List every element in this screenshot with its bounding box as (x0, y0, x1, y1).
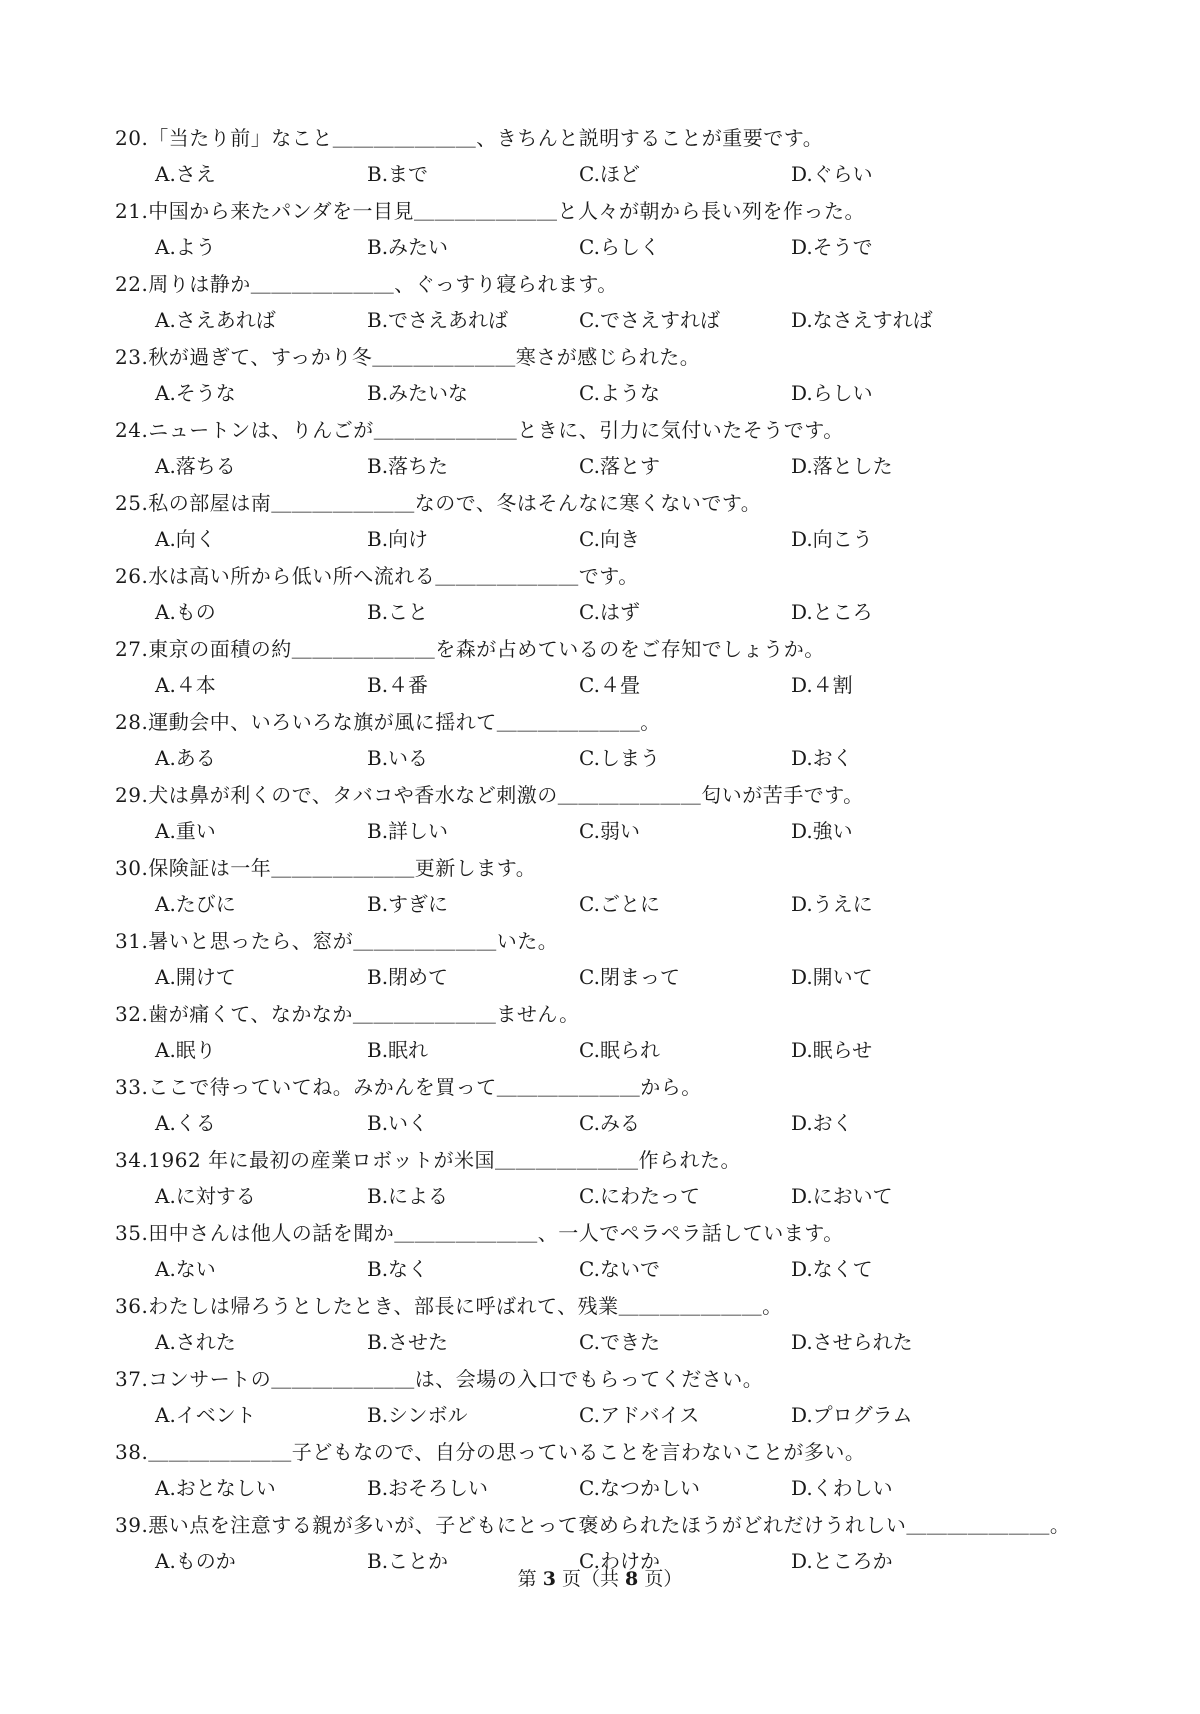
option-a: A.４本 (155, 673, 216, 697)
question-list (115, 120, 1115, 1580)
option-d: D.らしい (791, 381, 873, 405)
option-b: B.ことか (367, 1549, 449, 1573)
option-a: A.イベント (155, 1403, 256, 1427)
option-row (115, 521, 1115, 558)
question (115, 777, 1115, 850)
footer-prefix: 第 (517, 1568, 537, 1590)
option-c: C.でさえすれば (579, 308, 720, 332)
question-text: 28.運動会中、いろいろな旗が風に揺れて＿＿＿＿＿＿＿。 (115, 710, 661, 734)
option-b: B.向け (367, 527, 429, 551)
option-b: B.による (367, 1184, 449, 1208)
option-a: A.開けて (155, 965, 236, 989)
option-c: C.眠られ (579, 1038, 660, 1062)
option-row (115, 1105, 1115, 1142)
option-d: D.４割 (791, 673, 853, 697)
question-text: 27.東京の面積の約＿＿＿＿＿＿＿を森が占めているのをご存知でしょうか。 (115, 637, 825, 661)
option-row (115, 1470, 1115, 1507)
option-a: A.重い (155, 819, 216, 843)
question (115, 1288, 1115, 1361)
option-a: A.眠り (155, 1038, 216, 1062)
option-row (115, 594, 1115, 631)
option-b: B.させた (367, 1330, 449, 1354)
option-a: A.さえ (155, 162, 216, 186)
option-a: A.ある (155, 746, 216, 770)
question (115, 1069, 1115, 1142)
question-text: 23.秋が過ぎて、すっかり冬＿＿＿＿＿＿＿寒さが感じられた。 (115, 345, 701, 369)
option-a: A.おとなしい (155, 1476, 276, 1500)
question (115, 1361, 1115, 1434)
question (115, 266, 1115, 339)
option-a: A.に対する (155, 1184, 256, 1208)
option-b: B.すぎに (367, 892, 449, 916)
option-a: A.ない (155, 1257, 216, 1281)
question-text: 36.わたしは帰ろうとしたとき、部長に呼ばれて、残業＿＿＿＿＿＿＿。 (115, 1294, 783, 1318)
option-c: C.向き (579, 527, 640, 551)
question (115, 193, 1115, 266)
option-b: B.詳しい (367, 819, 449, 843)
option-a: A.たびに (155, 892, 236, 916)
option-row (115, 959, 1115, 996)
option-c: C.アドバイス (579, 1403, 700, 1427)
question (115, 120, 1115, 193)
option-row (115, 156, 1115, 193)
page-footer (0, 1564, 1200, 1594)
option-a: A.落ちる (155, 454, 236, 478)
option-row (115, 1178, 1115, 1215)
question-text: 30.保険証は一年＿＿＿＿＿＿＿更新します。 (115, 856, 537, 880)
option-d: D.うえに (791, 892, 873, 916)
option-c: C.４畳 (579, 673, 640, 697)
question-text: 35.田中さんは他人の話を聞か＿＿＿＿＿＿＿、一人でペラペラ話しています。 (115, 1221, 844, 1245)
question (115, 485, 1115, 558)
question-text: 38.＿＿＿＿＿＿＿子どもなので、自分の思っていることを言わないことが多い。 (115, 1440, 866, 1464)
option-d: D.開いて (791, 965, 873, 989)
option-c: C.しまう (579, 746, 660, 770)
option-b: B.眠れ (367, 1038, 429, 1062)
option-c: C.落とす (579, 454, 660, 478)
question (115, 412, 1115, 485)
option-d: D.において (791, 1184, 893, 1208)
option-b: B.なく (367, 1257, 429, 1281)
option-c: C.ごとに (579, 892, 660, 916)
option-d: D.強い (791, 819, 853, 843)
question-text: 31.暑いと思ったら、窓が＿＿＿＿＿＿＿いた。 (115, 929, 559, 953)
question (115, 850, 1115, 923)
question-text: 24.ニュートンは、りんごが＿＿＿＿＿＿＿ときに、引力に気付いたそうです。 (115, 418, 844, 442)
option-d: D.向こう (791, 527, 873, 551)
option-d: D.ところか (791, 1549, 893, 1573)
option-c: C.なつかしい (579, 1476, 700, 1500)
option-b: B.おそろしい (367, 1476, 489, 1500)
option-c: C.弱い (579, 819, 640, 843)
option-d: D.おく (791, 746, 853, 770)
option-row (115, 1397, 1115, 1434)
option-c: C.にわたって (579, 1184, 700, 1208)
option-b: B.まで (367, 162, 429, 186)
option-row (115, 1032, 1115, 1069)
option-c: C.らしく (579, 235, 660, 259)
question-text: 32.歯が痛くて、なかなか＿＿＿＿＿＿＿ません。 (115, 1002, 580, 1026)
question-text: 20.「当たり前」なこと＿＿＿＿＿＿＿、きちんと説明することが重要です。 (115, 126, 824, 150)
option-row (115, 229, 1115, 266)
option-a: A.よう (155, 235, 216, 259)
option-c: C.はず (579, 600, 640, 624)
option-d: D.そうで (791, 235, 873, 259)
option-a: A.くる (155, 1111, 216, 1135)
question (115, 558, 1115, 631)
option-a: A.そうな (155, 381, 236, 405)
footer-total-pages: 8 (625, 1568, 639, 1590)
option-a: A.さえあれば (155, 308, 276, 332)
option-d: D.なさえすれば (791, 308, 933, 332)
option-d: D.プログラム (791, 1403, 913, 1427)
question-text: 25.私の部屋は南＿＿＿＿＿＿＿なので、冬はそんなに寒くないです。 (115, 491, 762, 515)
option-a: A.ものか (155, 1549, 236, 1573)
question (115, 704, 1115, 777)
question-text: 22.周りは静か＿＿＿＿＿＿＿、ぐっすり寝られます。 (115, 272, 618, 296)
question (115, 631, 1115, 704)
option-a: A.された (155, 1330, 236, 1354)
question-text: 37.コンサートの＿＿＿＿＿＿＿は、会場の入口でもらってください。 (115, 1367, 764, 1391)
option-c: C.ないで (579, 1257, 660, 1281)
option-d: D.ところ (791, 600, 873, 624)
question-text: 34.1962 年に最初の産業ロボットが米国＿＿＿＿＿＿＿作られた。 (115, 1148, 742, 1172)
footer-page-number: 3 (542, 1568, 556, 1590)
option-row (115, 667, 1115, 704)
option-a: A.もの (155, 600, 216, 624)
question-text: 39.悪い点を注意する親が多いが、子どもにとって褒められたほうがどれだけうれしい＿＿＿＿＿＿＿。 (115, 1513, 1071, 1537)
option-b: B.いく (367, 1111, 429, 1135)
option-b: B.いる (367, 746, 429, 770)
option-d: D.くわしい (791, 1476, 893, 1500)
option-d: D.させられた (791, 1330, 913, 1354)
question (115, 339, 1115, 412)
option-c: C.わけか (579, 1549, 660, 1573)
option-b: B.みたいな (367, 381, 469, 405)
option-b: B.落ちた (367, 454, 449, 478)
question-text: 33.ここで待っていてね。みかんを買って＿＿＿＿＿＿＿から。 (115, 1075, 702, 1099)
question-text: 26.水は高い所から低い所へ流れる＿＿＿＿＿＿＿です。 (115, 564, 639, 588)
question (115, 923, 1115, 996)
option-row (115, 886, 1115, 923)
option-c: C.ような (579, 381, 660, 405)
option-d: D.なくて (791, 1257, 873, 1281)
option-row (115, 813, 1115, 850)
question (115, 1434, 1115, 1507)
option-b: B.こと (367, 600, 429, 624)
option-c: C.ほど (579, 162, 640, 186)
question-text: 29.犬は鼻が利くので、タバコや香水など刺激の＿＿＿＿＿＿＿匂いが苦手です。 (115, 783, 864, 807)
option-row (115, 302, 1115, 339)
question (115, 1142, 1115, 1215)
option-b: B.みたい (367, 235, 449, 259)
option-d: D.眠らせ (791, 1038, 873, 1062)
option-d: D.ぐらい (791, 162, 873, 186)
option-row (115, 1251, 1115, 1288)
option-d: D.おく (791, 1111, 853, 1135)
question (115, 1215, 1115, 1288)
option-row (115, 740, 1115, 777)
option-b: B.４番 (367, 673, 429, 697)
option-c: C.閉まって (579, 965, 680, 989)
option-b: B.シンボル (367, 1403, 468, 1427)
question-text: 21.中国から来たパンダを一目見＿＿＿＿＿＿＿と人々が朝から長い列を作った。 (115, 199, 866, 223)
option-a: A.向く (155, 527, 216, 551)
footer-suffix: 页） (644, 1568, 683, 1590)
question (115, 996, 1115, 1069)
option-b: B.でさえあれば (367, 308, 509, 332)
option-b: B.閉めて (367, 965, 449, 989)
option-c: C.できた (579, 1330, 660, 1354)
option-row (115, 375, 1115, 412)
option-row (115, 448, 1115, 485)
option-c: C.みる (579, 1111, 640, 1135)
footer-middle: 页（共 (561, 1568, 619, 1590)
option-d: D.落とした (791, 454, 893, 478)
option-row (115, 1324, 1115, 1361)
